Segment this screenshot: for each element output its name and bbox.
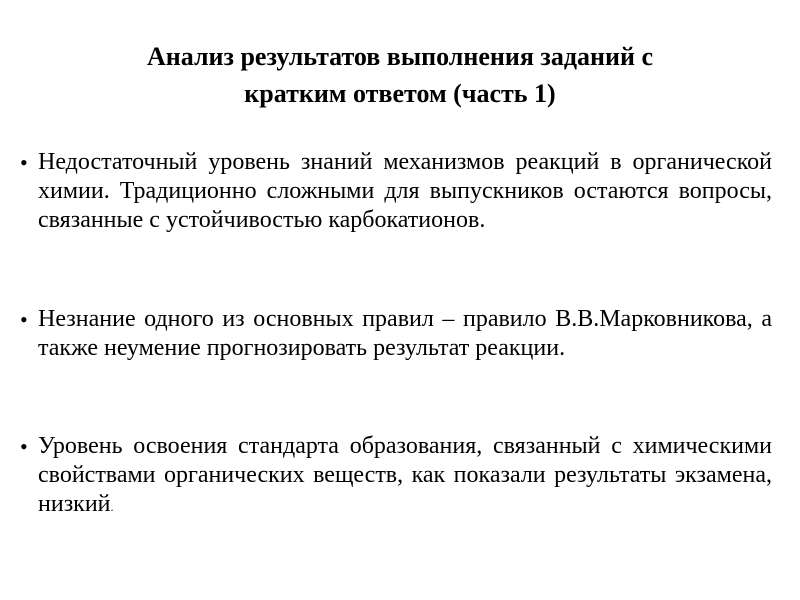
bullet-item xyxy=(20,432,772,522)
bullet-end-period: . xyxy=(110,500,114,514)
bullet-text: Уровень освоения стандарта образования, связанный с химическими свойствами органических веществ, как показали результаты экзамена, низкий xyxy=(38,433,772,517)
bullet-item xyxy=(20,148,772,235)
title-line-1: Анализ результатов выполнения заданий с xyxy=(146,42,654,71)
bullet-icon: • xyxy=(20,434,28,459)
bullet-text: Недостаточный уровень знаний механизмов реакций в органической химии. Традиционно сложными для выпускников остаются вопросы, связанные с устойчивостью карбокатионов. xyxy=(38,149,772,233)
slide-title xyxy=(60,38,740,112)
title-line-2: кратким ответом (часть 1) xyxy=(244,79,556,108)
bullet-item xyxy=(20,305,772,363)
bullet-icon: • xyxy=(20,150,28,175)
bullet-icon: • xyxy=(20,307,28,332)
bullet-text: Незнание одного из основных правил – правило В.В.Марковникова, а также неумение прогнозировать результат реакции. xyxy=(38,306,772,361)
